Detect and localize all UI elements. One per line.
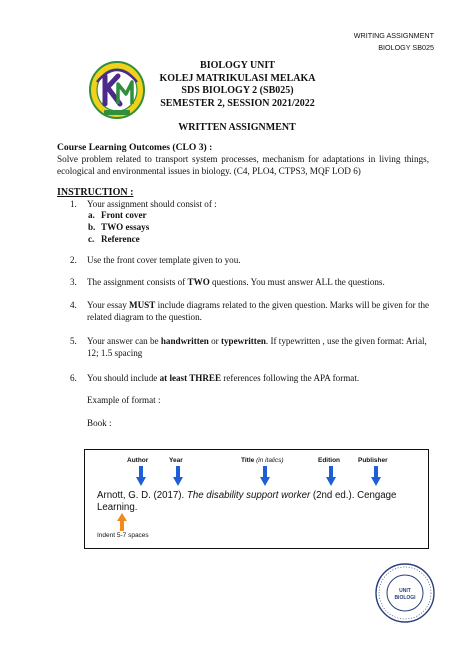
item-text: Use the front cover template given to you.: [87, 255, 241, 265]
arrow-down-icon: [326, 466, 336, 486]
citation-rest: (2nd ed.). Cengage Learning.: [97, 490, 397, 513]
reference-example-box: [84, 449, 429, 549]
reference-citation: [97, 490, 422, 514]
title-line-4: SEMESTER 2, SESSION 2021/2022: [160, 97, 315, 109]
subitem-letter: a.: [88, 210, 95, 220]
label-publisher: Publisher: [358, 457, 388, 464]
page-header: [354, 30, 434, 54]
example-label: Example of format :: [87, 395, 161, 405]
clo-heading: Course Learning Outcomes (CLO 3) :: [57, 142, 213, 153]
header-line-2: BIOLOGY SB025: [378, 43, 434, 52]
label-title-text: Title: [241, 457, 255, 464]
section-heading-written: WRITTEN ASSIGNMENT: [178, 122, 296, 133]
item-text: [87, 335, 432, 359]
text-emphasis: handwritten: [160, 336, 209, 346]
text-emphasis: at least THREE: [159, 373, 222, 383]
citation-author: Arnott, G. D. (2017).: [97, 490, 187, 501]
item-number: 3.: [70, 277, 77, 287]
label-edition: Edition: [318, 457, 341, 464]
item-number: 1.: [70, 199, 77, 209]
instruction-heading: INSTRUCTION :: [57, 187, 134, 198]
label-title: [241, 457, 284, 464]
text-part: The assignment consists of: [87, 277, 188, 287]
clo-description: Solve problem related to transport system processes, mechanism for adaptations in living things, ecological and environmental issues in biology. (C4, PLO4, CTPS3, MQF LOD 6): [57, 154, 429, 176]
arrow-down-icon: [136, 466, 146, 486]
label-author: Author: [127, 457, 149, 464]
header-line-1: WRITING ASSIGNMENT: [353, 31, 434, 40]
label-title-note: (in italics): [256, 457, 284, 464]
title-line-1: BIOLOGY UNIT: [200, 60, 275, 71]
item-text: [87, 299, 432, 323]
subitem-a: [88, 210, 147, 222]
stamp-center-line-2: BIOLOGI: [394, 595, 416, 601]
text-emphasis: typewritten: [220, 336, 266, 346]
title-line-2: KOLEJ MATRIKULASI MELAKA: [159, 72, 316, 84]
text-part: . If typewritten , use the given format: Arial, 12; 1.5 spacing: [87, 336, 427, 358]
text-part: questions. You must answer ALL the questions.: [209, 277, 385, 287]
item-text: [87, 372, 432, 384]
item-number: 6.: [70, 373, 77, 383]
subitem-text: TWO essays: [101, 222, 150, 232]
text-emphasis: TWO: [187, 277, 210, 287]
college-logo: [88, 60, 146, 120]
stamp-center-line-1: UNIT: [399, 588, 411, 594]
label-year: Year: [169, 457, 183, 464]
arrow-down-icon: [371, 466, 381, 486]
arrow-up-icon: [117, 513, 127, 531]
subitem-text: Reference: [101, 234, 140, 244]
subitem-text: Front cover: [101, 210, 147, 220]
unit-stamp: [374, 562, 436, 624]
text-part: Your answer can be: [87, 336, 161, 346]
text-part: You should include: [87, 373, 160, 383]
text-part: include diagrams related to the given question. Marks will be given for the related diagram to the question.: [87, 300, 430, 322]
arrow-down-icon: [173, 466, 183, 486]
indent-label: Indent 5-7 spaces: [97, 532, 149, 539]
text-part: references following the APA format.: [221, 373, 360, 383]
citation-title: The disability support worker: [186, 490, 311, 501]
subitem-c: [88, 234, 140, 246]
subitem-letter: c.: [88, 234, 95, 244]
item-number: 2.: [70, 255, 77, 265]
text-part: Your essay: [87, 300, 130, 310]
text-emphasis: MUST: [129, 300, 156, 310]
book-label: Book :: [87, 418, 112, 428]
title-line-3: SDS BIOLOGY 2 (SB025): [181, 85, 294, 96]
item-text: [87, 276, 432, 288]
item-number: 4.: [70, 300, 77, 310]
subitem-b: [88, 222, 149, 234]
text-part: or: [208, 336, 221, 346]
arrow-down-icon: [260, 466, 270, 486]
item-number: 5.: [70, 336, 77, 346]
subitem-letter: b.: [88, 222, 96, 232]
document-title: [140, 60, 335, 110]
item-text: Your assignment should consist of :: [87, 199, 217, 209]
